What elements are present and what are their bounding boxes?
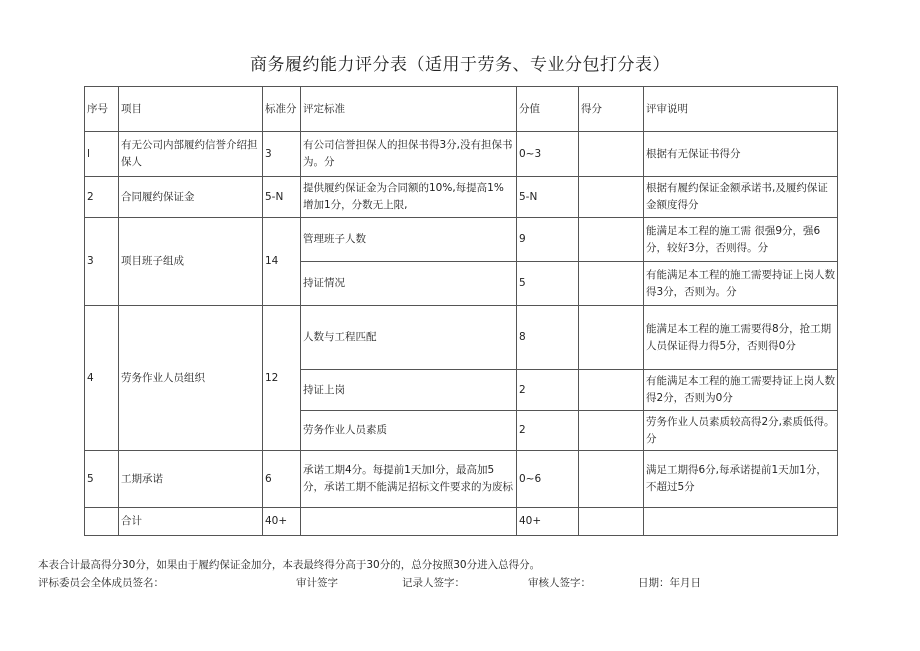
cell-item: 劳务作业人员组织 (119, 306, 263, 451)
header-standard-score: 标准分 (263, 87, 301, 132)
scoring-table (84, 86, 838, 536)
committee-signature-label: 评标委员会全体成员签名： (38, 577, 164, 589)
cell-no: 3 (85, 218, 119, 306)
cell-score[interactable] (579, 218, 644, 262)
cell-note: 能满足本工程的施工需要得8分，抢工期人员保证得力得5分，否则得0分 (644, 306, 838, 370)
date-label: 日期：年月日 (638, 577, 701, 589)
header-item: 项目 (119, 87, 263, 132)
cell-no: 5 (85, 451, 119, 508)
table-row (85, 132, 838, 177)
cell-standard-score: 12 (263, 306, 301, 451)
cell-score[interactable] (579, 306, 644, 370)
cell-criteria: 劳务作业人员素质 (301, 411, 517, 451)
header-note: 评审说明 (644, 87, 838, 132)
cell-item: 合计 (119, 508, 263, 536)
cell-value: 40+ (517, 508, 579, 536)
cell-criteria: 管理班子人数 (301, 218, 517, 262)
header-value: 分值 (517, 87, 579, 132)
cell-score[interactable] (579, 177, 644, 218)
cell-item: 项目班子组成 (119, 218, 263, 306)
signature-line (38, 575, 718, 591)
cell-item: 有无公司内部履约信誉介绍担保人 (119, 132, 263, 177)
cell-item: 合同履约保证金 (119, 177, 263, 218)
cell-standard-score: 6 (263, 451, 301, 508)
table-row (85, 306, 838, 370)
cell-note (644, 508, 838, 536)
cell-note: 能满足本工程的施工需 很强9分，强6分，较好3分，否则得。分 (644, 218, 838, 262)
cell-item: 工期承诺 (119, 451, 263, 508)
cell-note: 劳务作业人员素质较高得2分,素质低得。分 (644, 411, 838, 451)
cell-score[interactable] (579, 262, 644, 306)
cell-score[interactable] (579, 132, 644, 177)
cell-no: 2 (85, 177, 119, 218)
table-row (85, 218, 838, 262)
cell-criteria: 有公司信誉担保人的担保书得3分,没有担保书为。分 (301, 132, 517, 177)
table-row (85, 177, 838, 218)
cell-note: 根据有无保证书得分 (644, 132, 838, 177)
cell-no (85, 508, 119, 536)
cell-criteria (301, 508, 517, 536)
cell-standard-score: 3 (263, 132, 301, 177)
footer-note: 本表合计最高得分30分，如果由于履约保证金加分，本表最终得分高于30分的，总分按照30分进入总得分。 (38, 559, 541, 571)
cell-value: 0~3 (517, 132, 579, 177)
cell-value: 2 (517, 411, 579, 451)
cell-criteria: 人数与工程匹配 (301, 306, 517, 370)
cell-note: 满足工期得6分,每承诺提前1天加1分，不超过5分 (644, 451, 838, 508)
cell-score[interactable] (579, 508, 644, 536)
cell-standard-score: 5-N (263, 177, 301, 218)
cell-standard-score: 40+ (263, 508, 301, 536)
cell-score[interactable] (579, 411, 644, 451)
cell-value: 5 (517, 262, 579, 306)
cell-note: 根据有履约保证金额承诺书,及履约保证金额度得分 (644, 177, 838, 218)
cell-value: 0~6 (517, 451, 579, 508)
cell-value: 2 (517, 370, 579, 411)
audit-signature-label: 审计签字 (296, 577, 338, 589)
table-row (85, 451, 838, 508)
cell-note: 有能满足本工程的施工需要持证上岗人数得2分，否则为0分 (644, 370, 838, 411)
cell-value: 8 (517, 306, 579, 370)
cell-score[interactable] (579, 451, 644, 508)
cell-standard-score: 14 (263, 218, 301, 306)
cell-criteria: 持证上岗 (301, 370, 517, 411)
cell-value: 9 (517, 218, 579, 262)
cell-score[interactable] (579, 370, 644, 411)
cell-no: 4 (85, 306, 119, 451)
table-header-row (85, 87, 838, 132)
page-title: 商务履约能力评分表（适用于劳务、专业分包打分表） (250, 55, 670, 75)
recorder-signature-label: 记录人签字： (402, 577, 465, 589)
header-score: 得分 (579, 87, 644, 132)
reviewer-signature-label: 审核人签字： (528, 577, 591, 589)
cell-note: 有能满足本工程的施工需要持证上岗人数得3分，否则为。分 (644, 262, 838, 306)
cell-criteria: 提供履约保证金为合同额的10%,每提高1%增加1分，分数无上限, (301, 177, 517, 218)
header-criteria: 评定标准 (301, 87, 517, 132)
header-no: 序号 (85, 87, 119, 132)
cell-criteria: 承诺工期4分。每提前1天加I分，最高加5分，承诺工期不能满足招标文件要求的为废标 (301, 451, 517, 508)
cell-value: 5-N (517, 177, 579, 218)
cell-no: l (85, 132, 119, 177)
total-row (85, 508, 838, 536)
cell-criteria: 持证情况 (301, 262, 517, 306)
